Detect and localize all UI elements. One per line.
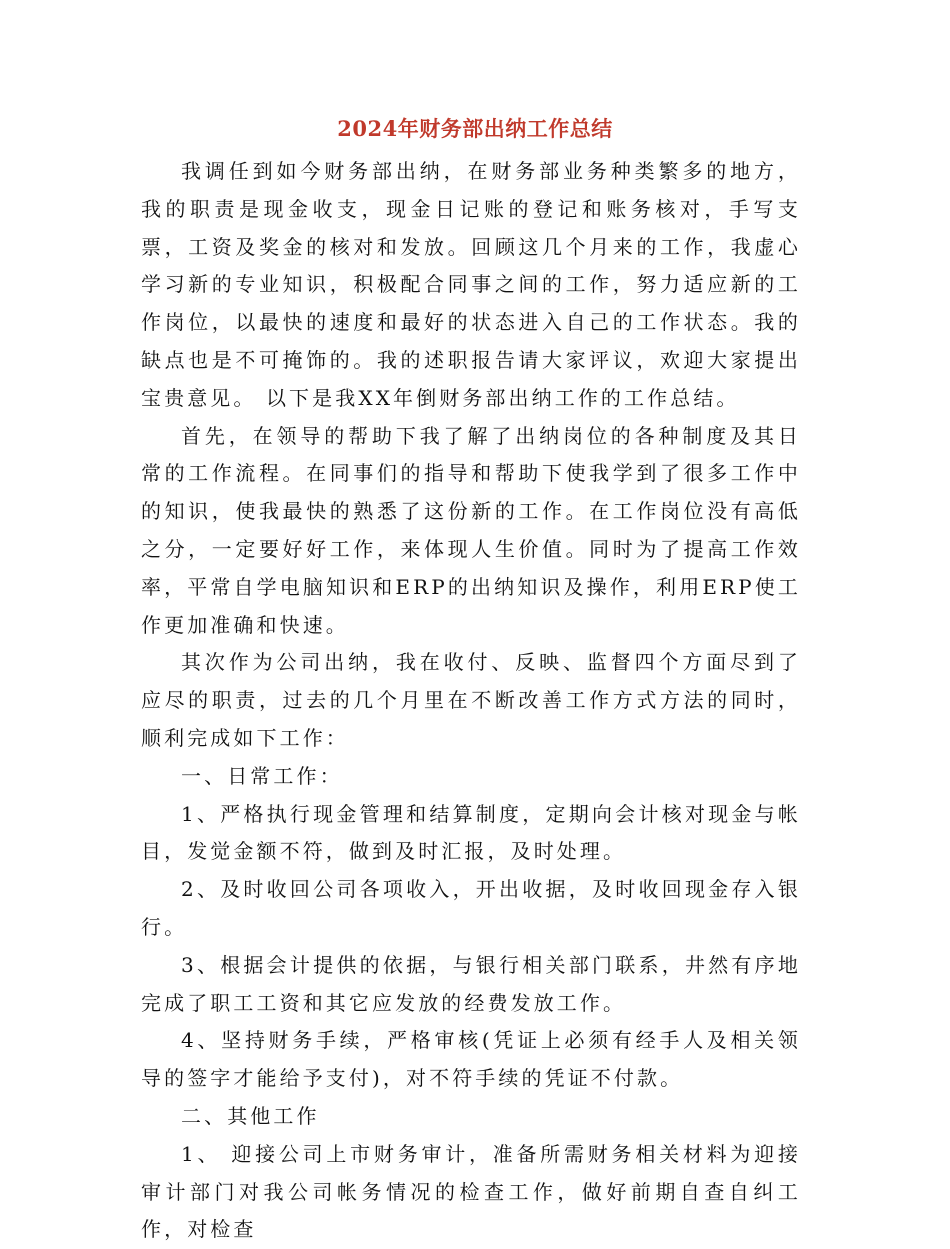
paragraph: 首先，在领导的帮助下我了解了出纳岗位的各种制度及其日常的工作流程。在同事们的指导和帮助下使我学到了很多工作中的知识，使我最快的熟悉了这份新的工作。在工作岗位没有高低之分，一定要好好工作，来体现人生价值。同时为了提高工作效率，平常自学电脑知识和ERP的出纳知识及操作，利用ERP使工作更加准确和快速。 bbox=[141, 423, 801, 637]
list-item: 2、及时收回公司各项收入，开出收据，及时收回现金存入银行。 bbox=[141, 877, 801, 939]
document-title: 2024年财务部出纳工作总结 bbox=[337, 116, 613, 141]
section-heading: 一、日常工作： bbox=[181, 763, 343, 788]
list-item: 1、 迎接公司上市财务审计，准备所需财务相关材料为迎接审计部门对我公司帐务情况的检查工作，做好前期自查自纠工作，对检查 bbox=[141, 1141, 801, 1242]
list-item: 1、严格执行现金管理和结算制度，定期向会计核对现金与帐目，发觉金额不符，做到及时汇报，及时处理。 bbox=[141, 801, 801, 864]
list-item: 4、坚持财务手续，严格审核(凭证上必须有经手人及相关领导的签字才能给予支付)，对不符手续的凭证不付款。 bbox=[141, 1028, 801, 1091]
document-body bbox=[141, 153, 801, 1249]
paragraph: 其次作为公司出纳，我在收付、反映、监督四个方面尽到了应尽的职责，过去的几个月里在不断改善工作方式方法的同时，顺利完成如下工作： bbox=[141, 650, 801, 750]
paragraph: 我调任到如今财务部出纳，在财务部业务种类繁多的地方，我的职责是现金收支，现金日记账的登记和账务核对，手写支票，工资及奖金的核对和发放。回顾这几个月来的工作，我虚心学习新的专业知识，积极配合同事之间的工作，努力适应新的工作岗位，以最快的速度和最好的状态进入自己的工作状态。我的缺点也是不可掩饰的。我的述职报告请大家评议，欢迎大家提出宝贵意见。 以下是我XX年倒财务部出纳工作的工作总结。 bbox=[141, 159, 801, 410]
list-item: 3、根据会计提供的依据，与银行相关部门联系，井然有序地完成了职工工资和其它应发放的经费发放工作。 bbox=[141, 952, 801, 1015]
section-heading: 二、其他工作 bbox=[181, 1103, 320, 1128]
